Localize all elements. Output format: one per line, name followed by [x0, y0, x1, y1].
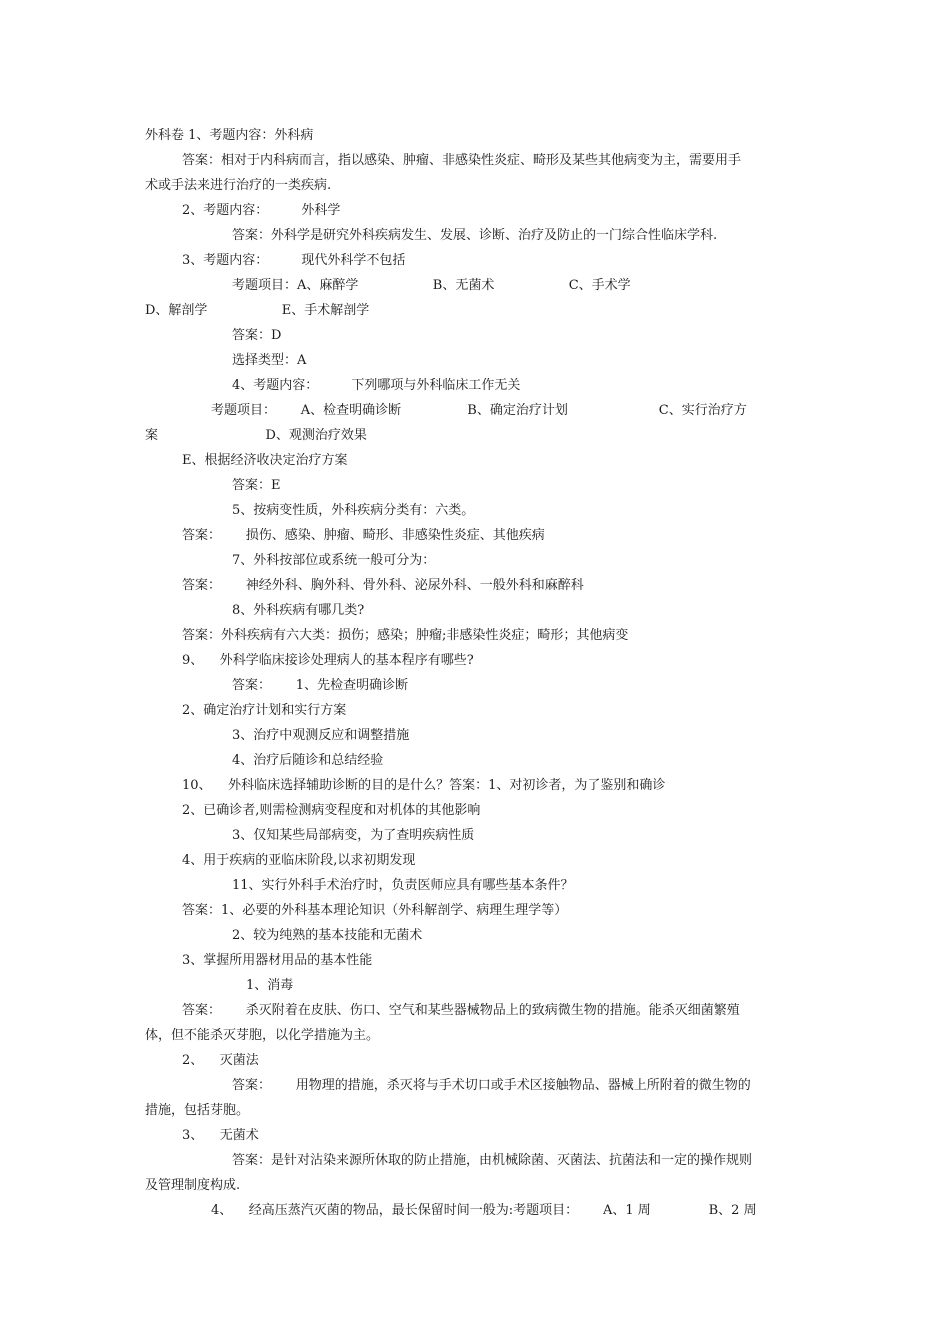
text-line: 答案：D: [232, 328, 282, 343]
text-line: 及管理制度构成.: [145, 1178, 241, 1193]
text-line: 4、 经高压蒸汽灭菌的物品，最长保留时间一般为:考题项目： A、1 周 B、2 周: [211, 1203, 757, 1218]
text-line: 选择类型：A: [232, 353, 307, 368]
text-line: 3、掌握所用器材用品的基本性能: [182, 953, 373, 968]
text-line: 考题项目：A、麻醉学 B、无菌术 C、手术学: [232, 278, 631, 293]
text-line: 答案： 神经外科、胸外科、骨外科、泌尿外科、一般外科和麻醉科: [182, 578, 584, 593]
text-line: 5、按病变性质，外科疾病分类有：六类。: [232, 503, 475, 518]
text-line: 体，但不能杀灭芽胞，以化学措施为主。: [145, 1028, 380, 1043]
text-line: 1、消毒: [246, 978, 294, 993]
text-line: 答案： 杀灭附着在皮肤、伤口、空气和某些器械物品上的致病微生物的措施。能杀灭细菌繁殖: [182, 1003, 740, 1018]
text-line: 9、 外科学临床接诊处理病人的基本程序有哪些?: [182, 653, 474, 668]
text-line: 答案：外科疾病有六大类：损伤；感染；肿瘤;非感染性炎症；畸形；其他病变: [182, 628, 629, 643]
text-line: 4、用于疾病的亚临床阶段,以求初期发现: [182, 853, 416, 868]
text-line: 2、已确诊者,则需检测病变程度和对机体的其他影响: [182, 803, 481, 818]
text-line: E、根据经济收决定治疗方案: [182, 453, 348, 468]
text-line: 答案：E: [232, 478, 281, 493]
text-line: 2、考题内容： 外科学: [182, 203, 341, 218]
text-line: 8、外科疾病有哪几类?: [232, 603, 365, 618]
text-line: 4、考题内容： 下列哪项与外科临床工作无关: [232, 378, 521, 393]
text-line: 10、 外科临床选择辅助诊断的目的是什么？答案：1、对初诊者，为了鉴别和确诊: [182, 778, 666, 793]
text-line: 答案：外科学是研究外科疾病发生、发展、诊断、治疗及防止的一门综合性临床学科.: [232, 228, 718, 243]
text-line: 2、 灭菌法: [182, 1053, 259, 1068]
text-line: 3、治疗中观测反应和调整措施: [232, 728, 410, 743]
text-line: 答案： 1、先检查明确诊断: [232, 678, 409, 693]
text-line: 2、确定治疗计划和实行方案: [182, 703, 347, 718]
text-line: 措施，包括芽胞。: [145, 1103, 250, 1118]
text-line: 答案：1、必要的外科基本理论知识（外科解剖学、病理生理学等）: [182, 903, 568, 918]
text-line: 11、实行外科手术治疗时，负责医师应具有哪些基本条件？: [232, 878, 574, 893]
text-line: 案 D、观测治疗效果: [145, 428, 367, 443]
text-line: 答案：是针对沾染来源所休取的防止措施，由机械除菌、灭菌法、抗菌法和一定的操作规则: [232, 1153, 753, 1168]
text-line: 答案：相对于内科病而言，指以感染、肿瘤、非感染性炎症、畸形及某些其他病变为主，需要用手: [182, 153, 742, 168]
text-line: 2、较为纯熟的基本技能和无菌术: [232, 928, 423, 943]
text-line: 3、考题内容： 现代外科学不包括: [182, 253, 406, 268]
text-line: 答案： 用物理的措施，杀灭将与手术切口或手术区接触物品、器械上所附着的微生物的: [232, 1078, 751, 1093]
text-line: 7、外科按部位或系统一般可分为：: [232, 553, 436, 568]
text-line: 术或手法来进行治疗的一类疾病.: [145, 178, 332, 193]
text-line: 3、仅知某些局部病变，为了查明疾病性质: [232, 828, 475, 843]
text-line: 考题项目： A、检查明确诊断 B、确定治疗计划 C、实行治疗方: [211, 403, 747, 418]
text-line: 3、 无菌术: [182, 1128, 259, 1143]
text-line: 4、治疗后随诊和总结经验: [232, 753, 384, 768]
text-line: D、解剖学 E、手术解剖学: [145, 303, 370, 318]
text-line: 答案： 损伤、感染、肿瘤、畸形、非感染性炎症、其他疾病: [182, 528, 545, 543]
text-line: 外科卷 1、考题内容：外科病: [145, 128, 314, 143]
